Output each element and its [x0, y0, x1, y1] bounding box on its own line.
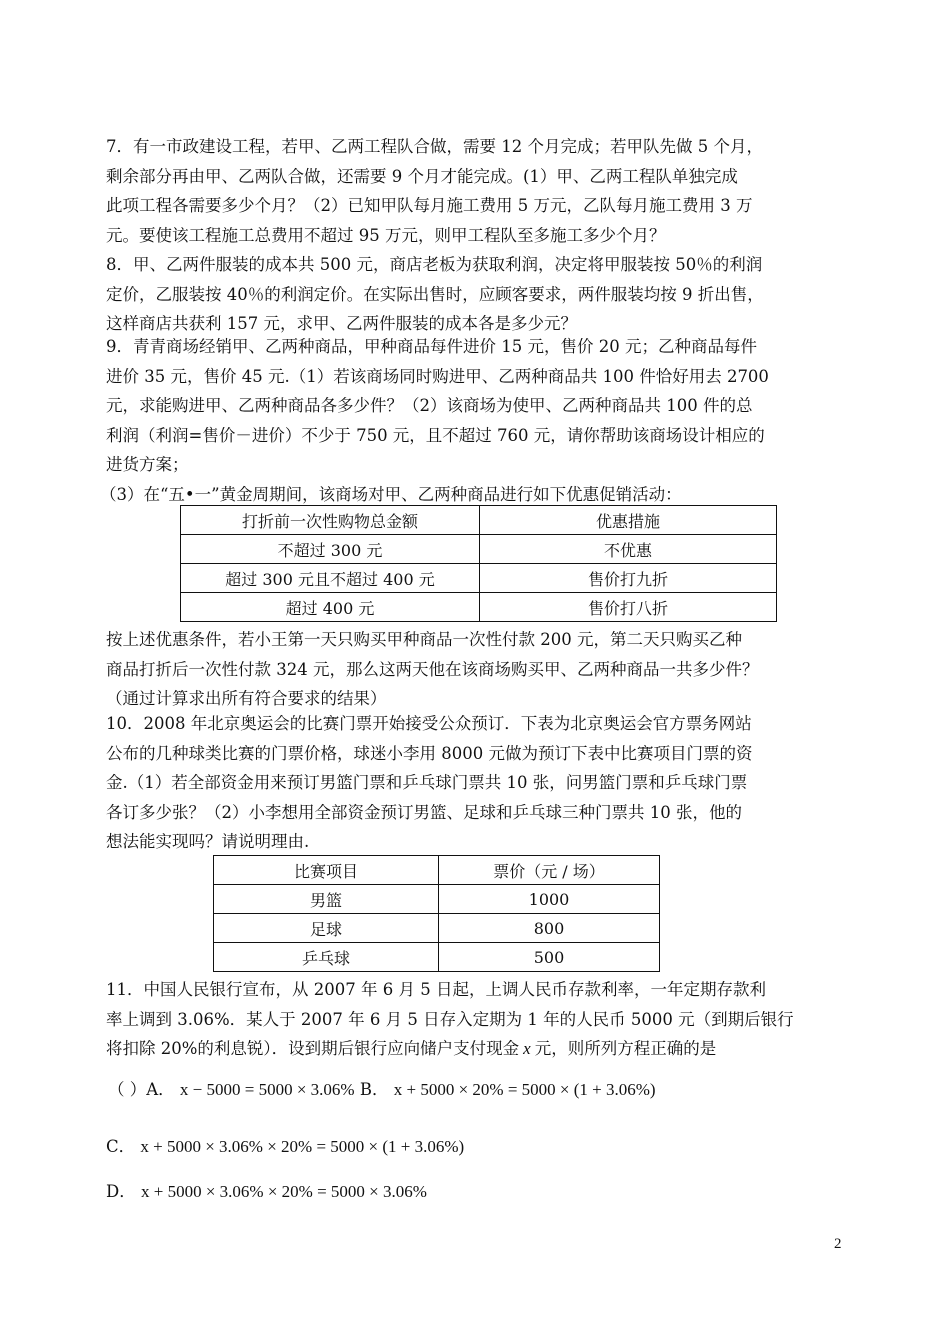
table-row — [214, 885, 660, 914]
q11-line-text: 将扣除 20%的利息锐）．设到期后银行应向储户支付现金 — [106, 1039, 520, 1059]
option-d-label: D． — [106, 1182, 136, 1201]
table-header-row — [181, 506, 777, 535]
options-row-ab — [108, 1075, 848, 1105]
table-header-cell: 打折前一次性购物总金额 — [181, 506, 480, 535]
q11-line: 率上调到 3.06%．某人于 2007 年 6 月 5 日存入定期为 1 年的人民币 5000 元（到期后银行 — [106, 1009, 794, 1029]
q9-line: 9．青青商场经销甲、乙两种商品，甲种商品每件进价 15 元，售价 20 元；乙种商品每件 — [106, 337, 757, 356]
q9-line: 进货方案； — [106, 455, 189, 475]
option-c-label: C． — [106, 1137, 136, 1156]
q8-line: 定价，乙服装按 40％的利润定价。在实际出售时，应顾客要求，两件服装均按 9 折出售， — [106, 284, 764, 304]
table-row — [181, 535, 777, 564]
ticket-price-table — [213, 855, 660, 972]
variable-x: x — [523, 1039, 531, 1059]
q9-line: 利润（利润=售价－进价）不少于 750 元，且不超过 760 元，请你帮助该商场设计相应的 — [106, 425, 765, 445]
table-cell: 超过 400 元 — [181, 593, 480, 622]
table-cell: 不超过 300 元 — [181, 535, 480, 564]
table-row — [181, 593, 777, 622]
option-c-equation: x + 5000 × 3.06% × 20% = 5000 × (1 + 3.06%) — [140, 1137, 465, 1156]
table-cell: 男篮 — [214, 885, 439, 914]
question-11 — [106, 975, 846, 1064]
table-cell: 足球 — [214, 914, 439, 943]
option-c — [106, 1132, 846, 1162]
q10-line: 10．2008 年北京奥运会的比赛门票开始接受公众预订．下表为北京奥运会官方票务网站 — [106, 714, 752, 733]
question-9-continued — [106, 625, 846, 714]
table-cell: 售价打九折 — [480, 564, 777, 593]
table-header-cell: 优惠措施 — [480, 506, 777, 535]
options-line — [106, 1177, 846, 1207]
answer-blank: （ ） — [108, 1080, 147, 1099]
table-cell: 不优惠 — [480, 535, 777, 564]
q10-line: 各订多少张？（2）小李想用全部资金预订男篮、足球和乒乓球三种门票共 10 张，他的 — [106, 802, 742, 822]
table-cell: 800 — [439, 914, 660, 943]
options-line — [108, 1075, 848, 1105]
table-row — [181, 564, 777, 593]
table-header-cell: 票价（元 / 场） — [439, 856, 660, 885]
q7-line: 7．有一市政建设工程，若甲、乙两工程队合做，需要 12 个月完成；若甲队先做 5 个月， — [106, 137, 763, 156]
q10-line: 金.（1）若全部资金用来预订男篮门票和乒乓球门票共 10 张，问男篮门票和乒乓球门票 — [106, 773, 748, 793]
table-cell: 乒乓球 — [214, 943, 439, 972]
option-a-label: A． — [146, 1080, 175, 1099]
option-b-equation: x + 5000 × 20% = 5000 × (1 + 3.06%) — [393, 1080, 656, 1099]
q8-line: 这样商店共获利 157 元，求甲、乙两件服装的成本各是多少元？ — [106, 314, 577, 334]
table-cell: 售价打八折 — [480, 593, 777, 622]
option-b-label: B． — [359, 1080, 389, 1099]
question-10 — [106, 709, 846, 857]
q7-line: 元。要使该工程施工总费用不超过 95 万元，则甲工程队至多施工多少个月？ — [106, 225, 666, 245]
options-line — [106, 1132, 846, 1162]
q9-after-line: 商品打折后一次性付款 324 元，那么这两天他在该商场购买甲、乙两种商品一共多少件？ — [106, 659, 759, 679]
q9-after-line: 按上述优惠条件，若小王第一天只购买甲种商品一次性付款 200 元，第二天只购买乙种 — [106, 630, 742, 649]
q8-line: 8．甲、乙两件服装的成本共 500 元，商店老板为获取利润，决定将甲服装按 50％的利润 — [106, 255, 763, 274]
option-d — [106, 1177, 846, 1207]
q7-line: 此项工程各需要多少个月？（2）已知甲队每月施工费用 5 万元，乙队每月施工费用 3 万 — [106, 196, 753, 216]
q11-line-tail: 元，则所列方程正确的是 — [534, 1039, 717, 1059]
discount-table — [180, 505, 777, 622]
q11-line: 11．中国人民银行宣布，从 2007 年 6 月 5 日起，上调人民币存款利率，一年定期存款利 — [106, 980, 766, 999]
q9-after-line: （通过计算求出所有符合要求的结果） — [106, 689, 387, 709]
q10-line: 公布的几种球类比赛的门票价格，球迷小李用 8000 元做为预订下表中比赛项目门票的资 — [106, 743, 753, 763]
table-row — [214, 943, 660, 972]
table-cell: 500 — [439, 943, 660, 972]
option-d-equation: x + 5000 × 3.06% × 20% = 5000 × 3.06% — [140, 1182, 427, 1201]
question-8 — [106, 250, 846, 339]
option-a-equation: x − 5000 = 5000 × 3.06% — [179, 1080, 355, 1099]
q9-line: 进价 35 元，售价 45 元.（1）若该商场同时购进甲、乙两种商品共 100 件恰好用去 2700 — [106, 366, 769, 386]
question-7 — [106, 132, 846, 250]
q9-line: 元，求能购进甲、乙两种商品各多少件？（2）该商场为使甲、乙两种商品共 100 件的总 — [106, 396, 753, 416]
q9-line: （3）在“五•一”黄金周期间，该商场对甲、乙两种商品进行如下优惠促销活动： — [100, 484, 682, 504]
q7-line: 剩余部分再由甲、乙两队合做，还需要 9 个月才能完成。(1）甲、乙两工程队单独完成 — [106, 166, 738, 186]
table-header-cell: 比赛项目 — [214, 856, 439, 885]
page-number: 2 — [834, 1236, 842, 1252]
table-header-row — [214, 856, 660, 885]
table-cell: 超过 300 元且不超过 400 元 — [181, 564, 480, 593]
question-9 — [100, 332, 846, 510]
q10-line: 想法能实现吗？请说明理由. — [106, 832, 310, 852]
q11-line — [106, 1034, 846, 1064]
table-cell: 1000 — [439, 885, 660, 914]
table-row — [214, 914, 660, 943]
